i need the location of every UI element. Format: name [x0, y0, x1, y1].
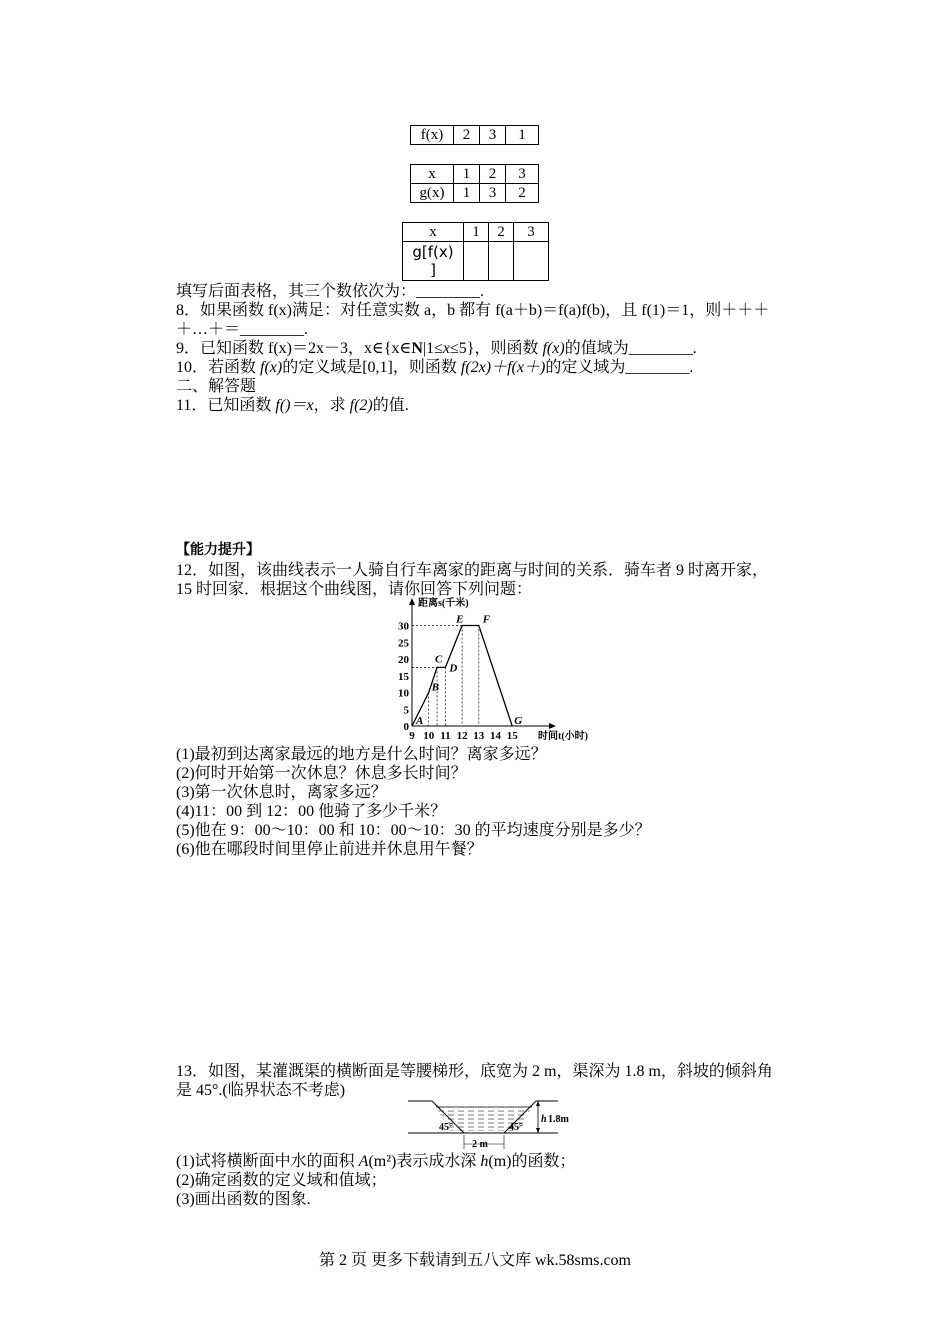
h-label: h [541, 1114, 547, 1125]
y-tick-label: 25 [398, 637, 409, 650]
angle-left-label: 45° [439, 1122, 453, 1133]
x-axis-label: 时间t(小时) [538, 731, 588, 742]
q11: 11．已知函数 f()＝x，求 f(2)的值. [176, 397, 409, 414]
table-cell [514, 242, 549, 281]
q12-sub6: (6)他在哪段时间里停止前进并休息用午餐？ [176, 841, 483, 858]
q13-line1: 13．如图，某灌溉渠的横断面是等腰梯形，底宽为 2 m，渠深为 1.8 m，斜坡的倾斜角 [176, 1063, 773, 1080]
q13-sub3: (3)画出函数的图象. [176, 1191, 311, 1208]
table-cell: 3 [480, 126, 506, 145]
x-tick-label: 13 [473, 730, 485, 742]
point-label-d: D [449, 662, 458, 675]
table-cell: 1 [454, 165, 480, 184]
q12-sub3: (3)第一次休息时，离家多远？ [176, 784, 387, 801]
table-cell [464, 242, 489, 281]
q12-sub4: (4)11：00 到 12：00 他骑了多少千米？ [176, 803, 447, 820]
angle-right-label: 45° [509, 1122, 523, 1133]
q13-line2: 是 45°.(临界状态不考虑) [176, 1082, 346, 1099]
ability-heading: 【能力提升】 [176, 542, 260, 558]
q9: 9．已知函数 f(x)＝2x－3，x∈{x∈N|1≤x≤5}，则函数 f(x)的值域为________. [176, 340, 697, 357]
table-gf-header: g[f(x) ] [403, 242, 464, 281]
guide-lines [412, 626, 479, 727]
table-cell: 2 [506, 184, 539, 203]
point-label-a: A [416, 715, 424, 727]
table-cell: x [403, 223, 464, 242]
table-cell: 1 [464, 223, 489, 242]
x-axis-arrow [549, 723, 556, 729]
x-tick-label: 14 [490, 730, 501, 742]
canal-diagram [408, 1097, 580, 1151]
table-f [410, 125, 539, 145]
point-label-e: E [456, 613, 464, 626]
y-tick-label: 15 [398, 670, 409, 683]
section-heading: 二、解答题 [176, 378, 257, 395]
y-tick-label: 0 [403, 721, 409, 733]
point-labels [415, 614, 522, 728]
table-cell: 3 [506, 165, 539, 184]
table-cell: 3 [480, 184, 506, 203]
table-g-header: g(x) [411, 184, 454, 203]
bottom-width-label: 2 m [472, 1139, 488, 1150]
q7-tail: 填写后面表格，其三个数依次为：________. [176, 283, 485, 300]
q12-sub5: (5)他在 9：00～10：00 和 10：00～10：30 的平均速度分别是多少？ [176, 822, 651, 839]
y-tick-label: 10 [398, 687, 409, 700]
depth-label: 1.8m [548, 1114, 569, 1125]
y-axis-label: 距离s(千米) [418, 598, 469, 609]
table-cell: 2 [454, 126, 480, 145]
table-f-header: f(x) [411, 126, 454, 145]
depth-arrow-bottom [536, 1128, 540, 1133]
x-tick-label: 12 [456, 730, 468, 742]
x-tick-labels [409, 730, 518, 742]
table-cell: 2 [489, 223, 514, 242]
table-cell: 1 [506, 126, 539, 145]
q10: 10．若函数 f(x)的定义域是[0,1]，则函数 f(2x)＋f(x＋)的定义域为________. [176, 359, 694, 376]
table-gf [402, 222, 549, 281]
table-cell: 1 [454, 184, 480, 203]
y-tick-labels [398, 621, 410, 734]
point-label-g: G [514, 715, 523, 727]
q12-line1: 12．如图，该曲线表示一人骑自行车离家的距离与时间的关系．骑车者 9 时离开家， [176, 562, 769, 579]
x-tick-label: 10 [423, 730, 435, 742]
table-cell: x [411, 165, 454, 184]
y-tick-label: 5 [403, 704, 409, 717]
q12-line2: 15 时回家．根据这个曲线图，请你回答下列问题： [176, 581, 533, 598]
q8-line2: ＋…＋＝________. [176, 321, 309, 338]
q12-sub1: (1)最初到达离家最远的地方是什么时间？离家多远？ [176, 746, 547, 763]
q13-sub1: (1)试将横断面中水的面积 A(m²)表示成水深 h(m)的函数； [176, 1153, 576, 1170]
y-axis-arrow [409, 598, 415, 605]
point-label-f: F [482, 613, 491, 626]
x-tick-label: 11 [440, 730, 451, 742]
y-tick-label: 30 [398, 620, 409, 633]
q8-line1: 8．如果函数 f(x)满足：对任意实数 a，b 都有 f(a＋b)＝f(a)f(b)，且 f(1)＝1，则＋＋＋ [176, 302, 770, 319]
depth-arrow-top [536, 1101, 540, 1106]
q12-sub2: (2)何时开始第一次休息？休息多长时间？ [176, 765, 467, 782]
q13-sub2: (2)确定函数的定义域和值域； [176, 1172, 387, 1189]
table-cell: 3 [514, 223, 549, 242]
x-tick-label: 15 [506, 730, 518, 742]
point-label-b: B [431, 681, 440, 694]
table-g [410, 164, 539, 203]
x-tick-label: 9 [409, 730, 415, 742]
table-cell: 2 [480, 165, 506, 184]
table-cell [489, 242, 514, 281]
page-footer: 第 2 页 更多下载请到五八文库 wk.58sms.com [318, 1252, 631, 1269]
y-tick-label: 20 [398, 654, 409, 666]
point-label-c: C [435, 653, 443, 666]
distance-time-graph [390, 596, 600, 746]
